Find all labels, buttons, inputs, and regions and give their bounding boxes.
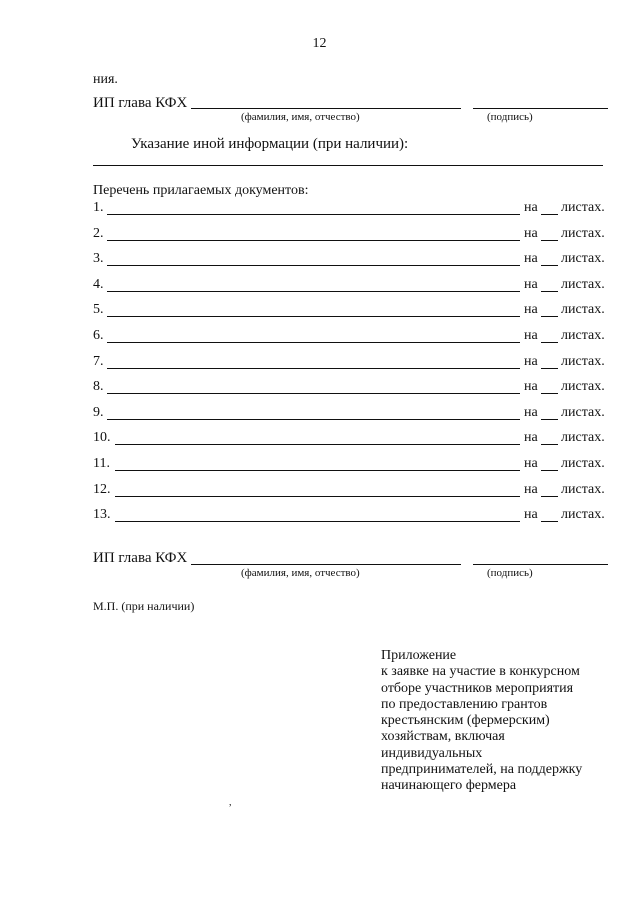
document-item-number: 5. <box>93 302 104 318</box>
sheet-count-line[interactable] <box>541 291 558 292</box>
document-item-sheets: листах. <box>561 481 605 497</box>
name-field-line[interactable] <box>191 108 461 109</box>
document-name-line[interactable] <box>115 496 520 497</box>
document-item <box>93 430 608 448</box>
sheet-count-line[interactable] <box>541 265 558 266</box>
stray-mark: , <box>229 797 232 808</box>
document-item-number: 13. <box>93 507 111 523</box>
document-item-number: 1. <box>93 200 104 215</box>
document-item <box>93 354 608 372</box>
document-name-line[interactable] <box>107 342 520 343</box>
document-item-sheets: листах. <box>561 328 605 343</box>
document-item-sheets: листах. <box>561 456 605 471</box>
document-item-number: 6. <box>93 328 104 343</box>
appendix-line: отборе участников мероприятия <box>381 680 574 696</box>
appendix-line: к заявке на участие в конкурсном <box>381 664 580 680</box>
document-item <box>93 277 608 295</box>
sheet-count-line[interactable] <box>541 444 558 445</box>
appendix-line: Приложение <box>381 648 457 663</box>
document-item-number: 8. <box>93 379 104 395</box>
document-name-line[interactable] <box>115 470 520 471</box>
document-item <box>93 302 608 320</box>
page-number: 12 <box>312 36 327 51</box>
appendix-line: индивидуальных <box>381 745 483 761</box>
document-item <box>93 251 608 269</box>
document-item-sheets: листах. <box>561 200 605 215</box>
appendix-line: крестьянским (фермерским) <box>381 713 550 729</box>
document-item-na: на <box>524 456 538 471</box>
document-item <box>93 405 608 423</box>
document-name-line[interactable] <box>107 316 520 317</box>
document-item-number: 7. <box>93 353 104 369</box>
document-item-number: 9. <box>93 404 104 420</box>
document-item-number: 11. <box>93 456 110 471</box>
continuation-text: ния. <box>93 72 118 87</box>
document-item-sheets: листах. <box>561 302 605 318</box>
document-item-number: 12. <box>93 481 111 497</box>
name-field-line[interactable] <box>191 564 461 565</box>
document-name-line[interactable] <box>107 291 520 292</box>
document-item-number: 10. <box>93 430 111 446</box>
document-item-na: на <box>524 379 538 395</box>
document-item-na: на <box>524 302 538 318</box>
document-item-number: 2. <box>93 225 104 241</box>
appendix-line: предпринимателей, на поддержку <box>381 762 583 778</box>
document-item-sheets: листах. <box>561 404 605 420</box>
document-item-na: на <box>524 200 538 215</box>
stamp-note: М.П. (при наличии) <box>93 599 195 613</box>
appendix-block <box>381 648 616 795</box>
document-item <box>93 200 608 218</box>
signature-caption: (подпись) <box>487 111 533 123</box>
document-item-sheets: листах. <box>561 379 605 395</box>
document-name-line[interactable] <box>115 444 520 445</box>
other-info-label: Указание иной информации (при наличии): <box>131 136 409 152</box>
other-info-line[interactable] <box>93 165 603 166</box>
appendix-line: начинающего фермера <box>381 778 517 794</box>
document-name-line[interactable] <box>107 214 520 215</box>
document-item-na: на <box>524 353 538 369</box>
signature-field-line[interactable] <box>473 564 608 565</box>
document-item <box>93 379 608 397</box>
signature-label: ИП глава КФХ <box>93 550 188 566</box>
document-name-line[interactable] <box>107 368 520 369</box>
signature-caption: (подпись) <box>487 567 533 579</box>
document-item-sheets: листах. <box>561 430 605 446</box>
document-item <box>93 507 608 525</box>
appendix-line: по предоставлению грантов <box>381 696 548 712</box>
sheet-count-line[interactable] <box>541 368 558 369</box>
sheet-count-line[interactable] <box>541 342 558 343</box>
document-name-line[interactable] <box>107 419 520 420</box>
document-item-number: 4. <box>93 276 104 292</box>
document-item <box>93 456 608 474</box>
document-item-sheets: листах. <box>561 507 605 523</box>
document-item <box>93 226 608 244</box>
document-item-na: на <box>524 481 538 497</box>
sheet-count-line[interactable] <box>541 393 558 394</box>
sheet-count-line[interactable] <box>541 496 558 497</box>
sheet-count-line[interactable] <box>541 214 558 215</box>
document-item-na: на <box>524 328 538 343</box>
sheet-count-line[interactable] <box>541 521 558 522</box>
signature-label: ИП глава КФХ <box>93 95 188 111</box>
signature-field-line[interactable] <box>473 108 608 109</box>
document-name-line[interactable] <box>107 393 520 394</box>
document-item <box>93 328 608 346</box>
document-name-line[interactable] <box>107 240 520 241</box>
sheet-count-line[interactable] <box>541 240 558 241</box>
document-item-number: 3. <box>93 251 104 267</box>
document-item-na: на <box>524 404 538 420</box>
document-item-sheets: листах. <box>561 251 605 267</box>
name-caption: (фамилия, имя, отчество) <box>241 567 360 579</box>
document-name-line[interactable] <box>115 521 520 522</box>
document-item-sheets: листах. <box>561 276 605 292</box>
documents-title: Перечень прилагаемых документов: <box>93 183 309 198</box>
document-item-na: на <box>524 430 538 446</box>
document-item-sheets: листах. <box>561 225 605 241</box>
sheet-count-line[interactable] <box>541 470 558 471</box>
document-item-na: на <box>524 507 538 523</box>
document-name-line[interactable] <box>107 265 520 266</box>
document-item <box>93 482 608 500</box>
document-item-na: на <box>524 276 538 292</box>
sheet-count-line[interactable] <box>541 316 558 317</box>
name-caption: (фамилия, имя, отчество) <box>241 111 360 123</box>
sheet-count-line[interactable] <box>541 419 558 420</box>
document-item-sheets: листах. <box>561 353 605 369</box>
appendix-line: хозяйствам, включая <box>381 729 505 745</box>
document-item-na: на <box>524 251 538 267</box>
document-item-na: на <box>524 225 538 241</box>
